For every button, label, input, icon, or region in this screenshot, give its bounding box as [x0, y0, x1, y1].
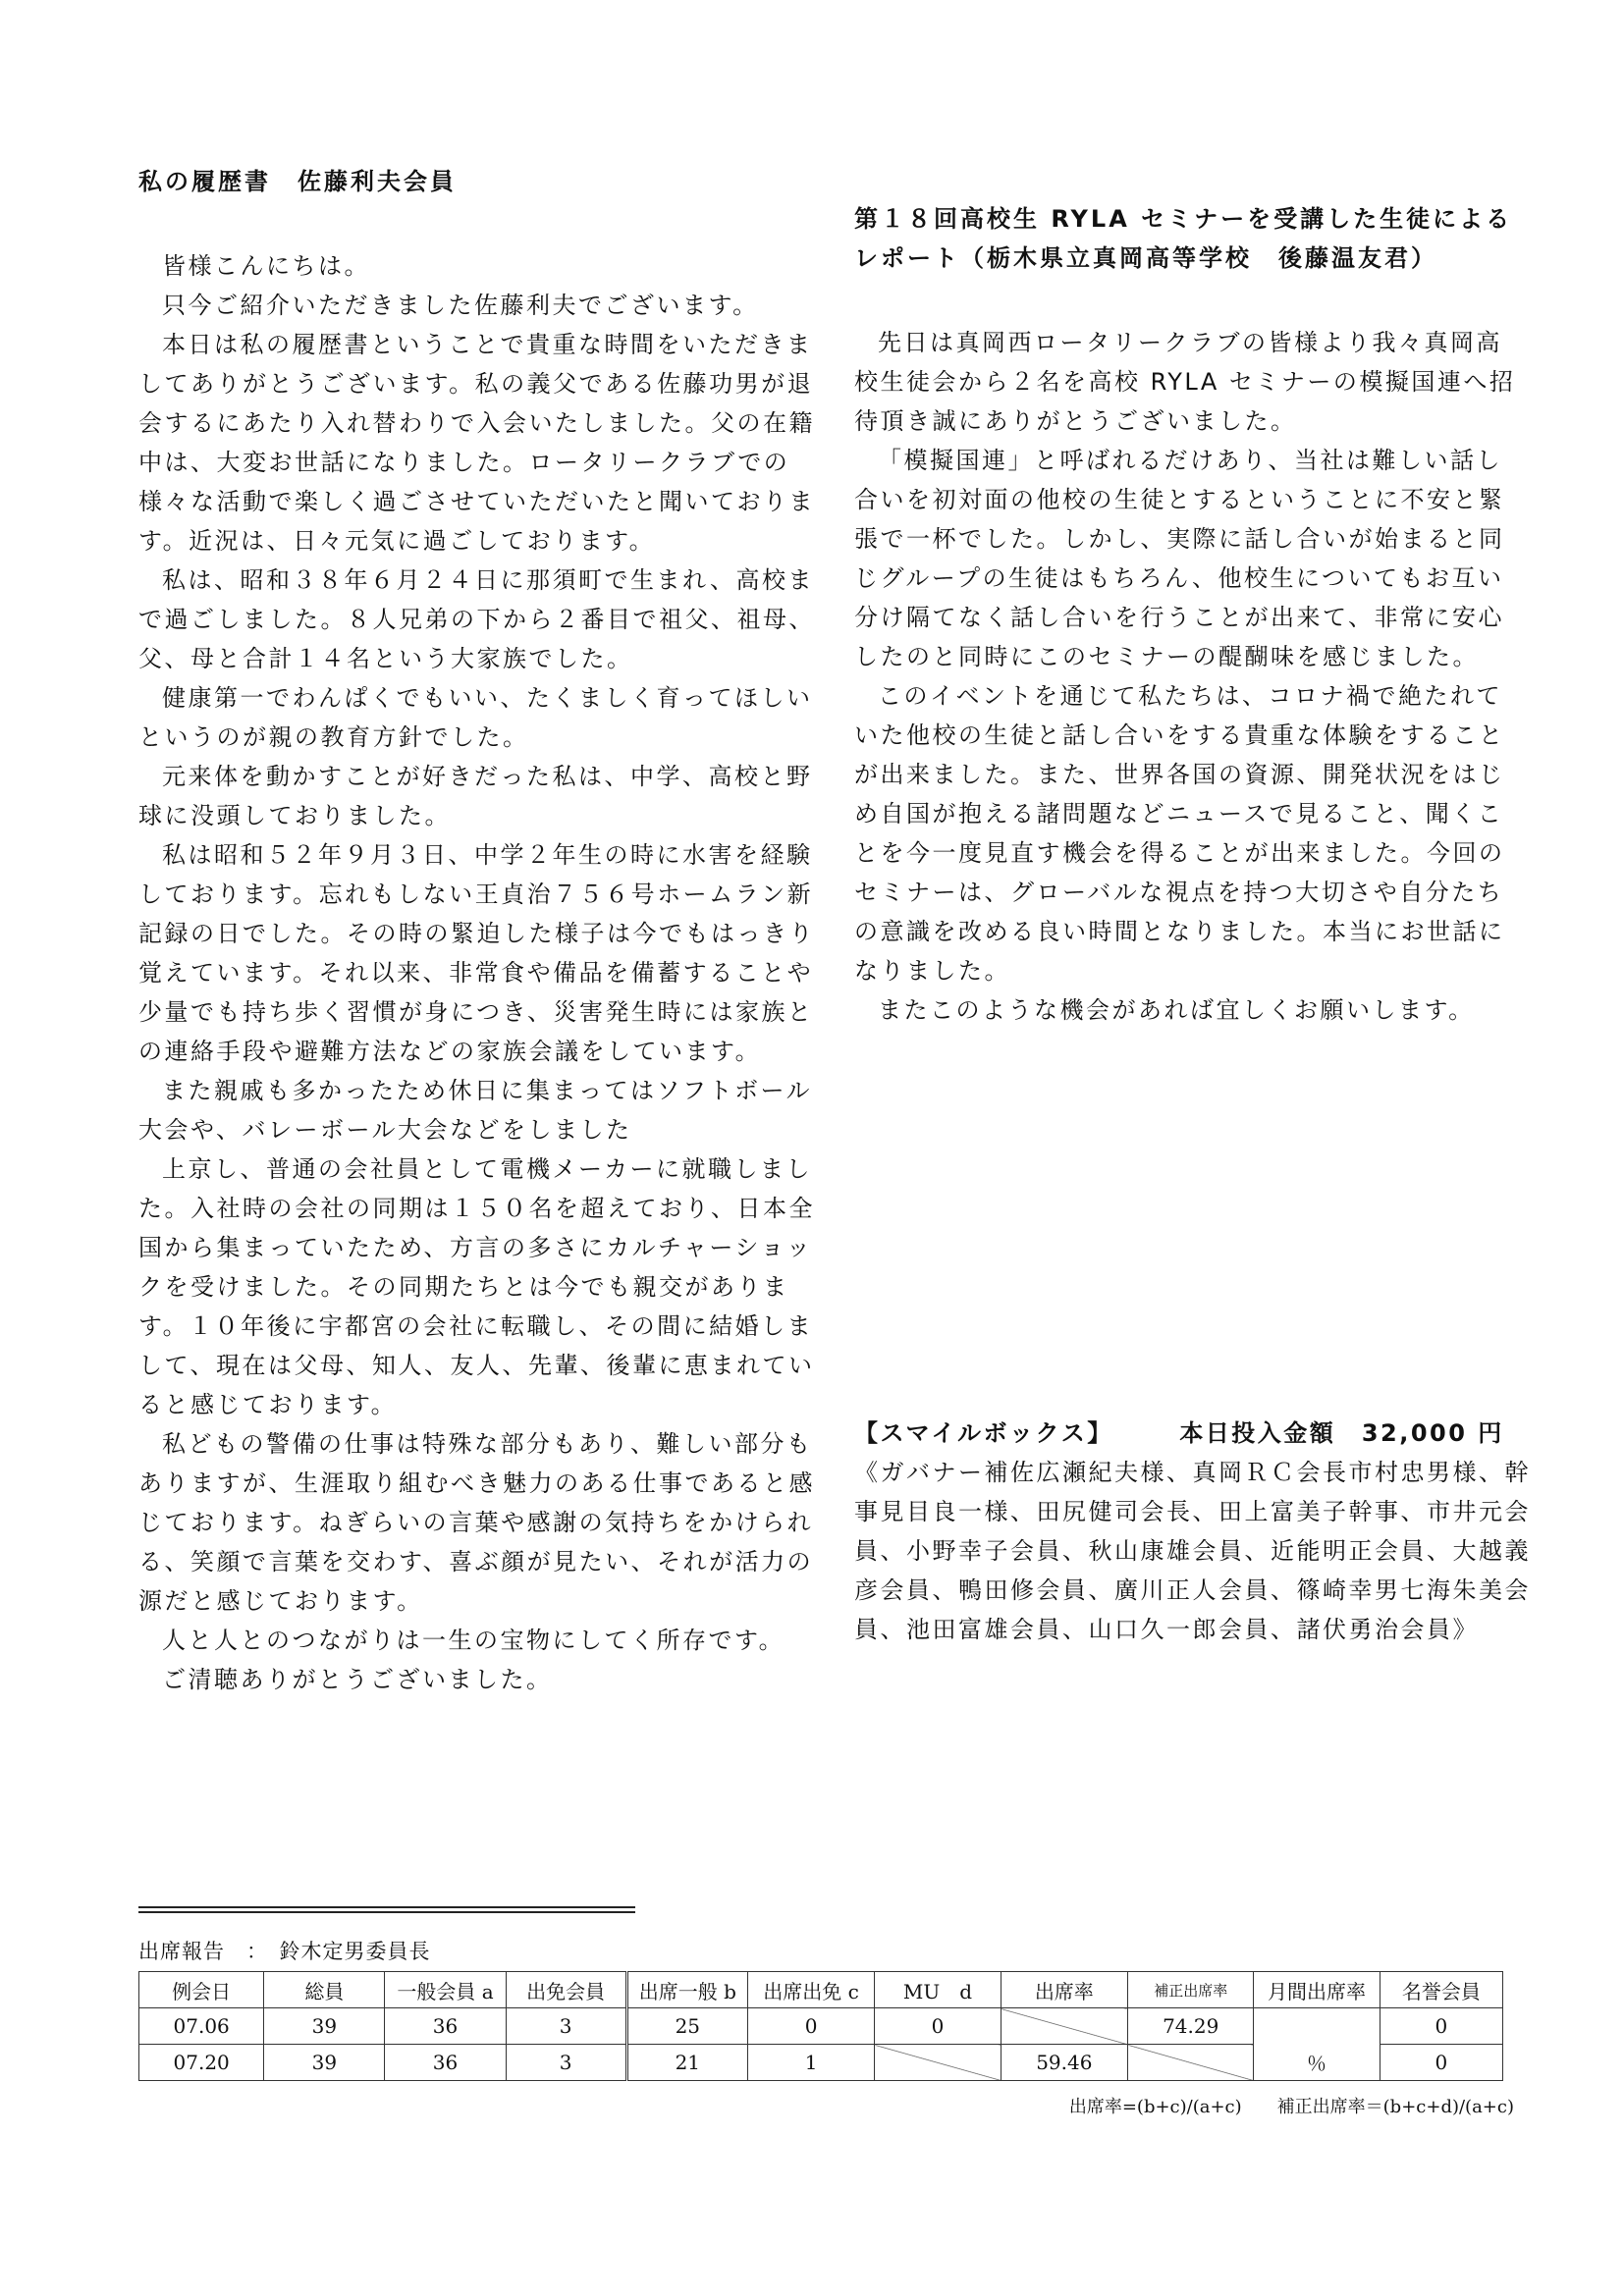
resume-paragraph: 只今ご紹介いただきました佐藤利夫でございます。	[162, 292, 759, 319]
cell-corrected-rate	[1128, 2045, 1254, 2081]
resume-paragraph: 私どもの警備の仕事は特殊な部分もあり、難しい部分もありますが、生涯取り組むべき魅力のある仕事であると感じております。ねぎらいの言葉や感謝の気持ちをかけられる、笑顔で言葉を交わす、喜ぶ顔が見たい、それが活力の源だと感じております。	[138, 1430, 815, 1615]
smile-box	[854, 1414, 1532, 1649]
cell-total: 39	[264, 2045, 385, 2081]
header-cell: 月間出席率	[1254, 1972, 1380, 2008]
header-cell: 出席出免 c	[747, 1972, 874, 2008]
cell-corrected-rate: 74.29	[1128, 2008, 1254, 2045]
table-row	[139, 2008, 1503, 2045]
header-cell: 補正出席率	[1128, 1972, 1254, 2008]
smile-amount: 32,000 円	[1361, 1419, 1504, 1447]
report-paragraph: 先日は真岡西ロータリークラブの皆様より我々真岡高校生徒会から２名を高校 RYLA セミナーの模擬国連へ招待頂き誠にありがとうございました。	[854, 329, 1516, 435]
header-cell: 出席一般 b	[626, 1972, 747, 2008]
header-cell: 出席率	[1001, 1972, 1127, 2008]
cell-attendance-rate	[1001, 2008, 1127, 2045]
cell-honorary: 0	[1380, 2045, 1502, 2081]
header-cell: 総員	[264, 1972, 385, 2008]
smile-amount-label: 本日投入金額	[1179, 1419, 1336, 1447]
cell-honorary: 0	[1380, 2008, 1502, 2045]
resume-article	[138, 162, 816, 1699]
report-paragraph: またこのような機会があれば宜しくお願いします。	[878, 996, 1475, 1024]
resume-paragraph: 私は、昭和３８年６月２４日に那須町で生まれ、高校まで過ごしました。８人兄弟の下から２番目で祖父、祖母、父、母と合計１４名という大家族でした。	[138, 566, 815, 672]
cell-date: 07.20	[139, 2045, 264, 2081]
cell-date: 07.06	[139, 2008, 264, 2045]
divider-rule	[138, 1906, 635, 1908]
resume-paragraph: 元来体を動かすことが好きだった私は、中学、高校と野球に没頭しておりました。	[138, 763, 813, 829]
resume-paragraph: 健康第一でわんぱくでもいい、たくましく育ってほしいというのが親の教育方針でした。	[138, 684, 813, 751]
report-heading: 第１８回高校生 RYLA セミナーを受講した生徒によるレポート（栃木県立真岡高等学校 後藤温友君）	[854, 205, 1513, 272]
resume-paragraph: ご清聴ありがとうございました。	[162, 1666, 553, 1693]
header-cell: MU d	[875, 1972, 1001, 2008]
cell-general: 36	[385, 2008, 506, 2045]
resume-paragraph: また親戚も多かったため休日に集まってはソフトボール大会や、バレーボール大会などをしました	[138, 1077, 813, 1144]
attendance-header-row	[139, 1972, 1503, 2008]
report-paragraph: 「模擬国連」と呼ばれるだけあり、当社は難しい話し合いを初対面の他校の生徒とするということに不安と緊張で一杯でした。しかし、実際に話し合いが始まると同じグループの生徒はもちろん、他校生についてもお互い分け隔てなく話し合いを行うことが出来て、非常に安心したのと同時にこのセミナーの醍醐味を感じました。	[854, 447, 1505, 670]
header-cell: 一般会員 a	[385, 1972, 506, 2008]
resume-paragraph: 上京し、普通の会社員として電機メーカーに就職しました。入社時の会社の同期は１５０名を超えており、日本全国から集まっていたため、方言の多さにカルチャーショックを受けました。その同期たちとは今でも親交があります。１０年後に宇都宮の会社に転職し、その間に結婚しまして、現在は父母、知人、友人、先輩、後輩に恵まれていると感じております。	[138, 1155, 815, 1418]
cell-attend-exempt: 0	[747, 2008, 874, 2045]
resume-paragraph: 皆様こんにちは。	[162, 252, 370, 280]
cell-attend-general: 21	[626, 2045, 747, 2081]
attendance-title: 出席報告 ： 鈴木定男委員長	[138, 1940, 431, 1963]
smile-box-header	[854, 1414, 1532, 1453]
resume-paragraph: 人と人とのつながりは一生の宝物にしてく所存です。	[162, 1627, 785, 1654]
resume-paragraph: 本日は私の履歴書ということで貴重な時間をいただきましてありがとうございます。私の義父である佐藤功男が退会するにあたり入れ替わりで入会いたしました。父の在籍中は、大変お世話になりました。ロータリークラブでの様々な活動で楽しく過ごさせていただいたと聞いております。近況は、日々元気に過ごしております。	[138, 331, 815, 555]
cell-makeup: 0	[875, 2008, 1001, 2045]
cell-makeup	[875, 2045, 1001, 2081]
cell-general: 36	[385, 2045, 506, 2081]
header-cell: 名誉会員	[1380, 1972, 1502, 2008]
smile-box-label: 【スマイルボックス】	[854, 1419, 1102, 1447]
header-cell: 出免会員	[506, 1972, 626, 2008]
attendance-table	[138, 1971, 1503, 2081]
divider-rule	[138, 1911, 635, 1913]
cell-monthly-rate: ％	[1254, 2008, 1380, 2081]
resume-paragraph: 私は昭和５２年９月３日、中学２年生の時に水害を経験しております。忘れもしない王貞治７５６号ホームラン新記録の日でした。その時の緊迫した様子は今でもはっきり覚えています。それ以来、非常食や備品を備蓄することや少量でも持ち歩く習慣が身につき、災害発生時には家族との連絡手段や避難方法などの家族会議をしています。	[138, 841, 815, 1065]
smile-box-donors: 《ガバナー補佐広瀬紀夫様、真岡ＲＣ会長市村忠男様、幹事見目良一様、田尻健司会長、田上富美子幹事、市井元会員、小野幸子会員、秋山康雄会員、近能明正会員、大越義彦会員、鴨田修会員、廣川正人会員、篠崎幸男七海朱美会員、池田富雄会員、山口久一郎会員、諸伏勇治会員》	[854, 1459, 1531, 1643]
ryla-report	[854, 199, 1522, 1030]
cell-attendance-rate: 59.46	[1001, 2045, 1127, 2081]
cell-exempt: 3	[506, 2008, 626, 2045]
resume-heading: 私の履歴書 佐藤利夫会員	[138, 168, 457, 195]
cell-exempt: 3	[506, 2045, 626, 2081]
cell-attend-general: 25	[626, 2008, 747, 2045]
cell-total: 39	[264, 2008, 385, 2045]
report-paragraph: このイベントを通じて私たちは、コロナ禍で絶たれていた他校の生徒と話し合いをする貴重な体験をすることが出来ました。また、世界各国の資源、開発状況をはじめ自国が抱える諸問題などニュースで見ること、聞くことを今一度見直す機会を得ることが出来ました。今回のセミナーは、グローバルな視点を持つ大切さや自分たちの意識を改める良い時間となりました。本当にお世話になりました。	[854, 682, 1505, 985]
cell-attend-exempt: 1	[747, 2045, 874, 2081]
attendance-formula: 出席率=(b+c)/(a+c) 補正出席率＝(b+c+d)/(a+c)	[1068, 2097, 1514, 2117]
header-cell: 例会日	[139, 1972, 264, 2008]
